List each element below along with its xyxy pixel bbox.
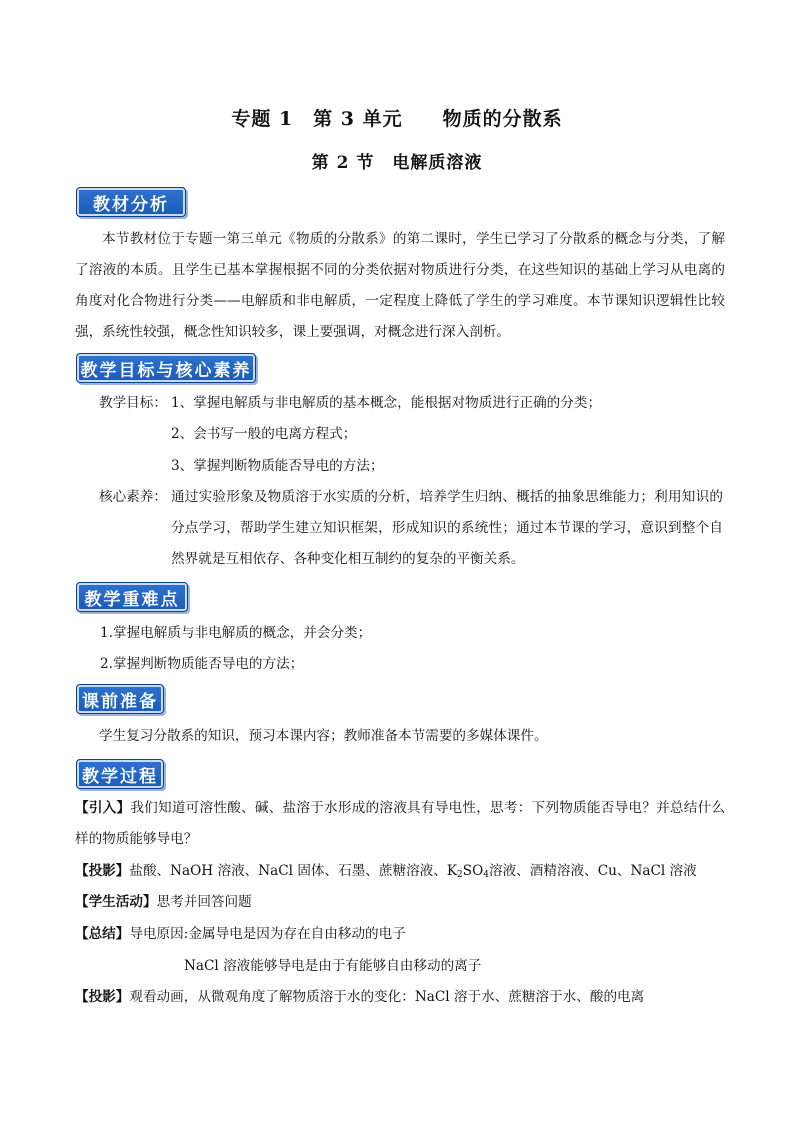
difficulty-item-2: 2.掌握判断物质能否导电的方法；: [100, 656, 304, 672]
goal-item-3: 3、掌握判断物质能否导电的方法；: [171, 458, 384, 474]
goals-label: 教学目标：: [99, 395, 167, 411]
badge-class-preparation: 课前准备: [76, 684, 164, 714]
projection-1-text-c: 溶液、酒精溶液、Cu、NaCl 溶液: [488, 863, 697, 879]
badge-teaching-process: 教学过程: [76, 759, 164, 789]
core-literacy-label: 核心素养：: [99, 489, 167, 505]
projection-2-text: 观看动画，从微观角度了解物质溶于水的变化：NaCl 溶于水、蔗糖溶于水、酸的电离: [129, 989, 645, 1005]
difficulty-item-1: 1.掌握电解质与非电解质的概念，并会分类；: [100, 625, 372, 641]
projection-1-tag: 【投影】: [75, 863, 130, 879]
projection-1: [75, 861, 697, 881]
preparation-text: 学生复习分散系的知识，预习本课内容；教师准备本节需要的多媒体课件。: [99, 728, 548, 744]
projection-2-tag: 【投影】: [75, 989, 130, 1005]
analysis-paragraph: 本节教材位于专题一第三单元《物质的分散系》的第二课时，学生已学习了分散系的概念与分类，了解了溶液的本质。且学生已基本掌握根据不同的分类依据对物质进行分类，在这些知识的基础上学习从电离的角度对化合物进行分类——电解质和非电解质，一定程度上降低了学生的学习难度。本节课知识逻辑性比较强，系统性较强，概念性知识较多，课上要强调，对概念进行深入剖析。: [75, 231, 725, 340]
projection-1-text-b: SO: [462, 863, 484, 879]
projection-1-subscript-4: 4: [483, 870, 489, 880]
badge-textbook-analysis: 教材分析: [76, 187, 186, 217]
goal-item-2: 2、会书写一般的电离方程式；: [171, 426, 357, 442]
badge-key-difficulties: 教学重难点: [76, 582, 188, 612]
badge-goals-and-core-literacy: 教学目标与核心素养: [76, 353, 256, 383]
intro-text: 我们知道可溶性酸、碱、盐溶于水形成的溶液具有导电性，思考：下列物质能否导电？并总结什么样的物质能够导电？: [75, 800, 726, 847]
core-literacy-text: 通过实验形象及物质溶于水实质的分析，培养学生归纳、概括的抽象思维能力；利用知识的分点学习，帮助学生建立知识框架，形成知识的系统性；通过本节课的学习，意识到整个自然界就是互相依存、各种变化相互制约的复杂的平衡关系。: [171, 489, 723, 567]
goal-item-1: 1、掌握电解质与非电解质的基本概念，能根据对物质进行正确的分类；: [171, 395, 602, 411]
projection-1-subscript-2: 2: [457, 870, 463, 880]
summary: [75, 924, 406, 944]
student-activity: [75, 892, 252, 912]
summary-tag: 【总结】: [75, 926, 130, 942]
student-activity-tag: 【学生活动】: [75, 894, 157, 910]
projection-1-text-a: 盐酸、NaOH 溶液、NaCl 固体、石墨、蔗糖溶液、K: [129, 863, 458, 879]
student-activity-text: 思考并回答问题: [156, 894, 252, 910]
intro-tag: 【引入】: [75, 800, 131, 816]
summary-text-2: NaCl 溶液能够导电是由于有能够自由移动的离子: [184, 958, 482, 974]
projection-2: [75, 987, 644, 1007]
section-title: 第 2 节 电解质溶液: [311, 153, 483, 173]
intro-block: [75, 793, 725, 855]
document-title: 专题 1 第 3 单元 物质的分散系: [231, 108, 563, 130]
summary-text-1: 导电原因:金属导电是因为存在自由移动的电子: [129, 926, 406, 942]
